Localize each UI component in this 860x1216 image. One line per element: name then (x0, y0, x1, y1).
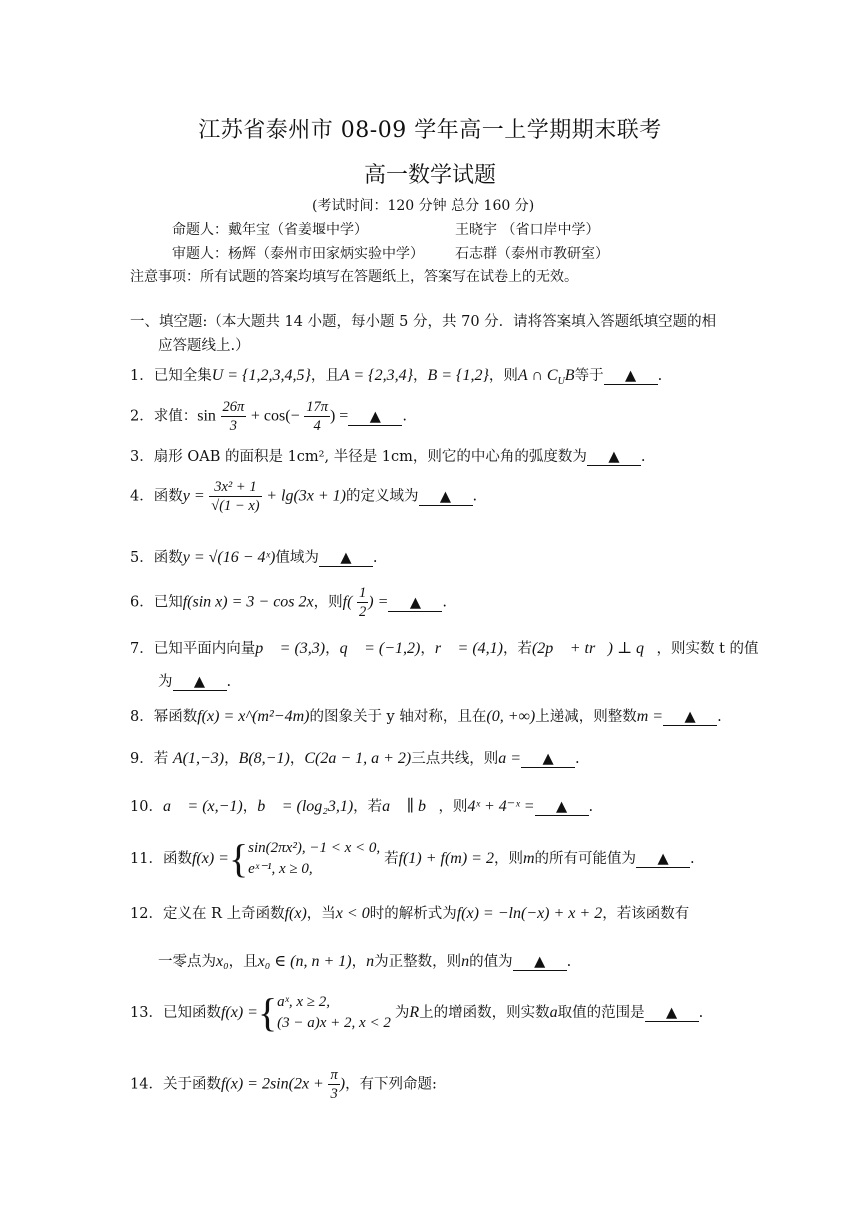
reviewer-2: 石志群（泰州市教研室） (455, 246, 609, 262)
q14-text: 关于函数 (162, 1076, 221, 1093)
q5-text: 值域为 (275, 550, 319, 566)
q9-math-b: B(8,−1) (238, 750, 290, 767)
question-number: 7． (130, 641, 154, 657)
q6-frac-num: 1 (359, 585, 367, 601)
section-heading-cont: 应答题线上.） (158, 338, 250, 354)
q14-frac-num: π (330, 1067, 338, 1083)
question-1 (130, 364, 740, 387)
q6-text: 已知 (153, 594, 183, 611)
q8-text: 的图象关于 y 轴对称，且在 (309, 709, 487, 725)
q7-text: ，若 (502, 641, 532, 657)
q1-text: ，则 (488, 368, 518, 384)
q9-math-a: A(1,−3) (172, 750, 225, 767)
q6-fraction (357, 584, 368, 621)
q8-math-m: m = (636, 708, 664, 725)
question-number: 14． (130, 1076, 163, 1093)
q12-line2: 一零点为 (158, 954, 216, 970)
answer-blank: ▲ (604, 369, 658, 385)
reviewer-1: 审题人：杨辉（泰州市田家炳实验中学） (172, 246, 424, 262)
q7-text: 已知平面内向量 (153, 641, 256, 657)
q9-end: . (575, 751, 580, 767)
q10-math-a: a⃗ = (x,−1) (162, 798, 243, 815)
q11-text: 若 (384, 851, 399, 867)
q3-end: . (640, 449, 646, 465)
q12-math-x0: x₀ (216, 953, 229, 970)
question-number: 11． (130, 851, 163, 867)
question-number: 4． (130, 488, 154, 505)
q8-text: 幂函数 (153, 709, 198, 725)
question-12-cont (158, 950, 571, 971)
q10-text: ， (242, 799, 258, 815)
q6-math-a: f(sin x) = 3 − cos 2x (182, 593, 314, 611)
answer-blank: ▲ (521, 752, 575, 768)
q6-frac-den: 2 (359, 604, 367, 620)
q12-math-interval: x₀ ∈ (n, n + 1) (257, 953, 352, 970)
question-number: 9． (130, 751, 154, 767)
q11-text: 函数 (162, 851, 192, 867)
q1-math-intersect: A ∩ C (517, 367, 558, 384)
q2-frac1-den: 3 (229, 418, 238, 434)
exam-note: 注意事项：所有试题的答案均填写在答题纸上，答案写在试卷上的无效。 (130, 269, 578, 285)
q4-frac-num: 3x² + 1 (209, 478, 261, 497)
q1-math-b2: B (564, 367, 575, 384)
q10-end: . (588, 799, 594, 815)
q2-frac2-num: 17π (306, 399, 328, 415)
question-8 (130, 705, 740, 726)
question-number: 3． (130, 449, 154, 465)
exam-time: (考试时间：120 分钟 总分 160 分) (312, 198, 535, 214)
answer-blank: ▲ (636, 852, 690, 868)
question-14 (130, 1066, 740, 1103)
q6-end: . (442, 594, 448, 611)
answer-blank: ▲ (319, 551, 373, 567)
question-7-cont (158, 670, 231, 691)
answer-blank: ▲ (513, 955, 567, 971)
q7-text: ，则实数 t 的值 (656, 641, 759, 657)
q10-text: ，若 (353, 799, 383, 815)
q12-math-expr: f(x) = −ln(−x) + x + 2 (456, 905, 603, 922)
question-13 (130, 992, 740, 1034)
q1-text: ，且 (310, 368, 340, 384)
question-11 (130, 838, 740, 880)
q13-math-a: a (549, 1004, 558, 1021)
question-number: 13． (130, 1005, 163, 1021)
question-3 (130, 445, 740, 466)
q4-math-y: y = (182, 487, 205, 505)
q1-text: 等于 (574, 368, 604, 384)
q7-text: ， (420, 641, 435, 657)
question-9 (130, 747, 740, 768)
q13-math-f: f(x) = (220, 1004, 258, 1021)
q11-text: ，则 (493, 851, 523, 867)
q1-text: ， (412, 368, 428, 384)
answer-blank: ▲ (419, 490, 473, 506)
q12-text: 时的解析式为 (369, 906, 457, 922)
q8-end: . (717, 709, 722, 725)
q1-end: . (657, 368, 663, 384)
q7-math-perp: (2p⃗ + tr⃗) ⊥ q⃗ (531, 640, 657, 657)
q12-line2: 的值为 (469, 954, 513, 970)
q12-line2: ，且 (228, 954, 258, 970)
q7-math-q: q⃗ = (−1,2) (339, 640, 421, 657)
q10-math-b: b⃗ = (log₂3,1) (257, 798, 354, 815)
q14-text: ，有下列命题: (345, 1076, 437, 1093)
q2-text: 求值： (153, 408, 198, 425)
q13-cases (277, 992, 391, 1034)
q12-text: ，若该函数有 (602, 906, 690, 922)
q5-math: y = √(16 − 4ˣ) (182, 549, 276, 566)
answer-blank: ▲ (587, 450, 641, 466)
q11-cases (248, 838, 380, 880)
q2-frac1-num: 26π (222, 399, 245, 415)
q13-text: 上的增函数，则实数 (419, 1005, 550, 1021)
q13-text: 为 (394, 1005, 410, 1021)
q1-math-a: A = {2,3,4} (339, 367, 413, 384)
question-number: 5． (130, 550, 154, 566)
q5-end: . (372, 550, 378, 566)
q13-math-r: R (409, 1004, 420, 1021)
q10-math-sum: 4ˣ + 4⁻ˣ = (467, 798, 535, 815)
exam-subtitle: 高一数学试题 (363, 163, 496, 188)
q6-text: ，则 (313, 594, 343, 611)
q4-frac-den: √(1 − x) (211, 498, 260, 514)
q12-line2: 为正整数，则 (374, 954, 462, 970)
q7-line2: 为 (158, 674, 173, 690)
q14-math-close: ) (339, 1075, 346, 1093)
q10-math-parallel: a⃗ ∥ b⃗ (382, 798, 439, 815)
q13-case-2: (3 − a)x + 2, x < 2 (277, 1015, 391, 1031)
q13-case-1: aˣ, x ≥ 2, (277, 994, 331, 1010)
question-number: 12． (130, 906, 163, 922)
q1-text: 已知全集 (153, 368, 212, 384)
q14-frac-den: 3 (330, 1086, 338, 1102)
q9-text: 若 (153, 751, 173, 767)
q12-line2: ， (351, 954, 367, 970)
q11-text: 的所有可能值为 (534, 851, 637, 867)
question-number: 8． (130, 709, 154, 725)
q7-math-p: p⃗ = (3,3) (255, 640, 326, 657)
q2-math-close: ) = (329, 407, 349, 425)
exam-title: 江苏省泰州市 08-09 学年高一上学期期末联考 (198, 118, 662, 143)
question-7 (130, 637, 759, 658)
q13-text: 取值的范围是 (557, 1005, 645, 1021)
question-4 (130, 478, 740, 515)
q2-math-cos: + cos(− (250, 407, 300, 425)
q12-text: ，当 (306, 906, 336, 922)
q6-math-f: f( (342, 593, 353, 611)
q8-math-interval: (0, +∞) (486, 708, 536, 725)
answer-blank: ▲ (388, 596, 442, 612)
q7-text: ， (325, 641, 340, 657)
q9-math-aeq: a = (498, 750, 522, 767)
q4-math-lg: + lg(3x + 1) (266, 487, 346, 505)
q12-math-n2: n (461, 953, 470, 970)
question-2 (130, 398, 740, 435)
q14-math-f: f(x) = 2sin(2x + (220, 1075, 324, 1093)
q5-text: 函数 (153, 550, 183, 566)
q9-text: ， (224, 751, 239, 767)
answer-blank: ▲ (663, 710, 717, 726)
q2-frac2-den: 4 (313, 418, 321, 434)
answer-blank: ▲ (535, 800, 589, 816)
q14-fraction (328, 1066, 339, 1103)
q12-math-f: f(x) (284, 905, 307, 922)
q7-math-r: r⃗ = (4,1) (434, 640, 503, 657)
q11-math-f: f(x) = (191, 850, 229, 867)
q10-text: ，则 (438, 799, 468, 815)
left-brace: { (228, 836, 249, 881)
question-12 (130, 902, 740, 923)
q12-math-x: x < 0 (335, 905, 370, 922)
q11-case-2: eˣ⁻¹, x ≥ 0, (248, 861, 313, 877)
question-number: 6． (130, 594, 154, 611)
left-brace: { (257, 990, 278, 1035)
question-number: 10． (130, 799, 163, 815)
q4-end: . (472, 488, 478, 505)
question-10 (130, 795, 740, 816)
question-6 (130, 584, 740, 621)
q11-end: . (690, 851, 695, 867)
q13-text: 已知函数 (162, 1005, 221, 1021)
q9-text: ， (289, 751, 305, 767)
q11-math-cond: f(1) + f(m) = 2 (398, 850, 494, 867)
q9-text: 三点共线，则 (411, 751, 499, 767)
q6-math-close: ) = (368, 593, 389, 611)
question-number: 2． (130, 408, 154, 425)
q8-text: 上递减，则整数 (535, 709, 637, 725)
q4-text: 函数 (153, 488, 183, 505)
answer-blank: ▲ (173, 675, 227, 691)
q8-math-f: f(x) = x^(m²−4m) (197, 708, 310, 725)
answer-blank: ▲ (645, 1006, 699, 1022)
question-number: 1． (130, 368, 154, 384)
q2-math-sin: sin (197, 407, 216, 425)
q9-math-c: C(2a − 1, a + 2) (304, 750, 412, 767)
q1-math-u: U = {1,2,3,4,5} (211, 367, 311, 384)
q4-text: 的定义域为 (346, 488, 419, 505)
q7-end: . (226, 674, 232, 690)
q12-text: 定义在 R 上奇函数 (162, 906, 285, 922)
section-heading: 一、填空题:（本大题共 14 小题，每小题 5 分，共 70 分．请将答案填入答题纸填空题的相 (130, 314, 717, 330)
question-5 (130, 546, 740, 567)
q1-math-sub: U (557, 375, 565, 387)
q12-end: . (566, 954, 572, 970)
q11-case-1: sin(2πx²), −1 < x < 0, (248, 840, 381, 856)
q2-end: . (402, 408, 407, 425)
q2-fraction-1 (221, 398, 247, 435)
setter-1: 命题人：戴年宝（省姜堰中学） (172, 222, 368, 238)
q11-math-m: m (522, 850, 535, 867)
q4-fraction (209, 478, 261, 515)
setter-2: 王晓宇 （省口岸中学） (455, 222, 600, 238)
answer-blank: ▲ (348, 410, 402, 426)
q12-math-n: n (366, 953, 375, 970)
q2-fraction-2 (304, 398, 330, 435)
q3-text: 扇形 OAB 的面积是 1cm², 半径是 1cm，则它的中心角的弧度数为 (153, 449, 587, 465)
q13-end: . (698, 1005, 704, 1021)
q1-math-b: B = {1,2} (427, 367, 489, 384)
